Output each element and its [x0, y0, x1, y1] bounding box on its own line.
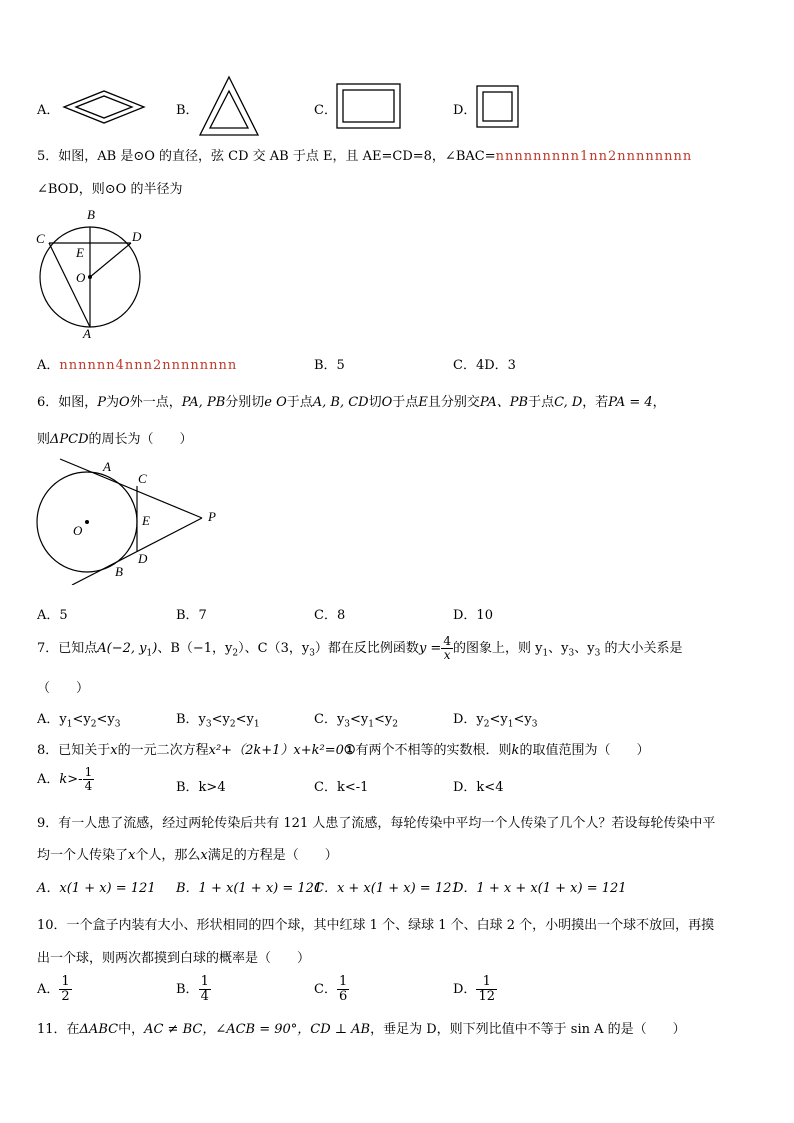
- q11-text: 11．在: [37, 1022, 80, 1037]
- q5-option-b: B．5: [314, 358, 345, 373]
- q6-label-b: B: [115, 564, 123, 579]
- q6-option-d: D．10: [453, 608, 493, 623]
- q8-text: >-: [67, 772, 83, 787]
- q8-option-c: C．k<-1: [314, 780, 369, 795]
- q6-label-o: O: [73, 523, 83, 538]
- q6-text: ，若: [582, 395, 609, 410]
- q11-text: 中，: [118, 1022, 145, 1037]
- q7-function: y =: [418, 641, 442, 656]
- q7-option-c: C．$y_3<y_1<y_2$: [314, 712, 398, 730]
- q10-option-c: C． $\frac{1}{6}$: [314, 974, 348, 1004]
- q7-option-b: B．$y_3<y_2<y_1$: [176, 712, 260, 730]
- q6-var: A, B, CD: [312, 395, 369, 410]
- q6-label-e: E: [142, 513, 150, 528]
- q7-text: 、y: [548, 641, 569, 656]
- q7-text: ): [152, 641, 158, 656]
- q5-label-e: E: [76, 245, 84, 260]
- q6-var: E: [418, 395, 428, 410]
- q7-text: 的大小关系是: [600, 641, 683, 656]
- q4-option-c-label: C．: [314, 103, 337, 118]
- q7-frac-den: x: [443, 648, 451, 662]
- q4-option-a-label: A．: [37, 103, 60, 118]
- q6-var: PA = 4: [608, 395, 653, 410]
- q6-text: 外一点，: [129, 395, 182, 410]
- q6-number: 6．如图，: [37, 395, 98, 410]
- q6-label-c: C: [138, 471, 147, 486]
- q7-text: 的图象上，则 y: [452, 641, 543, 656]
- q5-label-d: D: [132, 229, 142, 244]
- q6-option-c: C．8: [314, 608, 346, 623]
- q6-text: ，: [652, 395, 666, 410]
- q5-stem-text: 5．如图，AB 是⊙O 的直径，弦 CD 交 AB 于点 E，且 AE=CD=8，∠BAC=: [37, 149, 496, 164]
- q7-fraction: [441, 635, 453, 661]
- q6-label-d: D: [138, 551, 148, 566]
- q6-var: PA、PB: [479, 395, 529, 410]
- q7-stem-line1: [37, 632, 683, 671]
- q5-option-a-garbled: nnnnnn4nnn2nnnnnnnn: [59, 358, 238, 373]
- q6-option-a: A．5: [37, 608, 68, 623]
- rhombus-in-rhombus-icon: [62, 88, 146, 126]
- q6-var: P: [97, 395, 107, 410]
- q10-stem-line1: 10．一个盒子内装有大小、形状相同的四个球，其中红球 1 个、绿球 1 个、白球 2 个，小明摸出一个球不放回，再摸: [37, 918, 715, 933]
- q5-label-b: B: [87, 207, 95, 222]
- q6-text: 分别切: [225, 395, 265, 410]
- q8-text: 的取值范围为（ ）: [519, 743, 650, 758]
- q7-frac-num: 4: [443, 634, 451, 649]
- q6-label-p: P: [208, 509, 216, 524]
- q6-label-a: A: [103, 459, 111, 474]
- q7-text: ）、C（3，y: [238, 641, 310, 656]
- q7-text: ）都在反比例函数: [314, 641, 419, 656]
- q4-option-b-label: B．: [176, 103, 199, 118]
- q8-text: 8．已知关于: [37, 743, 111, 758]
- q9-option-d: D．1 + x + x(1 + x) = 121: [453, 881, 627, 896]
- q9-option-a: A．x(1 + x) = 121: [37, 881, 156, 896]
- q7-sub: 3: [568, 648, 575, 659]
- q6-tangent-figure: [30, 455, 230, 585]
- q6-var: O: [119, 395, 130, 410]
- q6-text: 则: [37, 432, 51, 447]
- q5-option-a: [37, 354, 237, 373]
- q6-var: O: [381, 395, 393, 410]
- q8-stem: [37, 739, 649, 758]
- q5-circle-figure: [30, 205, 150, 340]
- square-in-square-icon: [476, 85, 520, 129]
- q7-text: 、B（−1，y: [157, 641, 233, 656]
- q11-var: ΔABC: [79, 1022, 119, 1037]
- q7-paren: （ ）: [37, 681, 90, 696]
- q7-sub: 3: [309, 648, 315, 659]
- q8-var: x: [110, 743, 118, 758]
- triangle-in-triangle-icon: [198, 75, 260, 137]
- q5-option-cd: C．4D．3: [453, 358, 516, 373]
- q9-stem-line1: 9．有一人患了流感，经过两轮传染后共有 121 人患了流感，每轮传染中平均一个人传染了几个人？若设每轮传染中平: [37, 816, 716, 831]
- q6-text: 且分别交: [427, 395, 480, 410]
- q7-sub: 3: [594, 648, 601, 659]
- q6-text: 的周长为（ ）: [88, 432, 193, 447]
- q5-label-o: O: [76, 270, 86, 285]
- q8-option-a: [37, 765, 94, 795]
- q11-stem: [37, 1018, 686, 1037]
- q8-text: 有两个不相等的实数根．则: [355, 743, 512, 758]
- q8-var: k: [511, 743, 520, 758]
- q6-var: PA, PB: [181, 395, 226, 410]
- q5-garbled-text: nnnnnnnnn1nn2nnnnnnnn: [495, 149, 693, 164]
- q8-equation: x²+（2k+1）x+k²=0: [208, 743, 344, 758]
- q6-text: 于点: [286, 395, 313, 410]
- q6-var: e O: [264, 395, 287, 410]
- q7-option-a: A．$y_1<y_2<y_3$: [37, 712, 121, 730]
- q11-text: ，垂足为 D，则下列比值中不等于 sin A 的是（ ）: [370, 1022, 686, 1037]
- q7-text: 、y: [574, 641, 595, 656]
- q6-text: 切: [368, 395, 382, 410]
- q8-fraction: $\frac{1}{4}$: [84, 765, 93, 793]
- q6-text: 为: [106, 395, 120, 410]
- q5-stem-line1: [37, 145, 692, 164]
- q6-stem-line2: [37, 428, 193, 447]
- q5-stem-line2: ∠BOD，则⊙O 的半径为: [37, 182, 183, 197]
- q9-option-c: C．x + x(1 + x) = 121: [314, 881, 460, 896]
- q5-option-a-label: A．: [37, 358, 60, 373]
- q6-stem-line1: [37, 391, 666, 410]
- q6-var: ΔPCD: [50, 432, 89, 447]
- q10-stem-line2: 出一个球，则两次都摸到白球的概率是（ ）: [37, 951, 311, 966]
- q7-sub: 1: [542, 648, 549, 659]
- q6-text: 于点: [392, 395, 419, 410]
- q7-sub: 1: [146, 648, 153, 659]
- q6-option-b: B．7: [176, 608, 207, 623]
- q9-stem-line2: 均一个人传染了x个人，那么x满足的方程是（ ）: [37, 848, 338, 863]
- q6-var: C, D: [554, 395, 583, 410]
- rect-in-rect-icon: [336, 83, 402, 129]
- q7-sub: 2: [232, 648, 239, 659]
- q11-condition: AC ≠ BC，∠ACB = 90°，CD ⊥ AB: [144, 1022, 371, 1037]
- q10-option-d: D． $\frac{1}{12}$: [453, 974, 495, 1004]
- q8-text: 的一元二次方程: [117, 743, 209, 758]
- q8-option-d: D．k<4: [453, 780, 504, 795]
- q9-option-b: B．1 + x(1 + x) = 121: [176, 881, 323, 896]
- q8-option-a-label: A．: [37, 772, 60, 787]
- q4-option-d-label: D．: [453, 103, 477, 118]
- q10-option-a: A． $\frac{1}{2}$: [37, 974, 70, 1004]
- q8-option-b: B．k>4: [176, 780, 226, 795]
- q8-var: k: [59, 772, 68, 787]
- q8-circled-mark: ①: [343, 743, 356, 758]
- q7-option-d: D．$y_2<y_1<y_3$: [453, 712, 538, 730]
- q6-text: 于点: [528, 395, 555, 410]
- q7-point-a: A(−2, y: [97, 641, 147, 656]
- q5-label-c: C: [36, 231, 45, 246]
- q7-text: 7．已知点: [37, 641, 98, 656]
- q10-option-b: B． $\frac{1}{4}$: [176, 974, 209, 1004]
- q5-label-a: A: [83, 326, 91, 340]
